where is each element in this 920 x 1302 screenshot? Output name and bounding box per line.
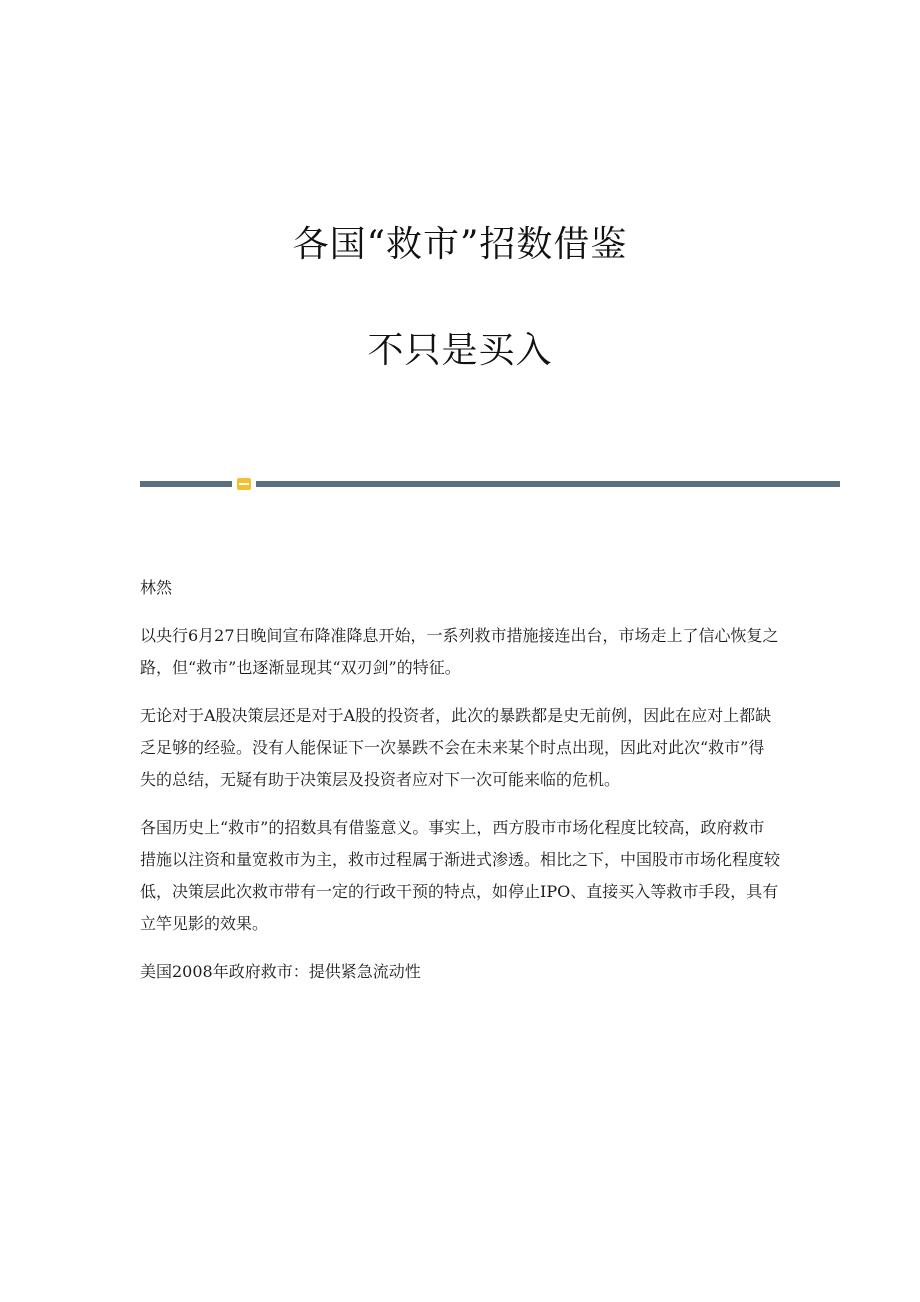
paragraph: 无论对于A股决策层还是对于A股的投资者，此次的暴跌都是史无前例，因此在应对上都缺乏足够的经验。没有人能保证下一次暴跌不会在未来某个时点出现，因此对此次“救市”得失的总结，无疑有助于决策层及投资者应对下一次可能来临的危机。 — [140, 706, 772, 789]
title-divider — [140, 478, 840, 490]
divider-right-bar — [256, 481, 840, 487]
divider-ornament-icon — [237, 478, 251, 490]
paragraph: 以央行6月27日晚间宣布降准降息开始，一系列救市措施接连出台，市场走上了信心恢复之路，但“救市”也逐渐显现其“双刃剑”的特征。 — [140, 626, 779, 677]
document-subtitle: 不只是买入 — [367, 330, 553, 371]
paragraph: 各国历史上“救市”的招数具有借鉴意义。事实上，西方股市市场化程度比较高，政府救市措施以注资和量宽救市为主，救市过程属于渐进式渗透。相比之下，中国股市市场化程度较低，决策层此次救市带有一定的行政干预的特点，如停止IPO、直接买入等救市手段，具有立竿见影的效果。 — [140, 818, 781, 933]
divider-left-bar — [140, 481, 232, 487]
section-heading: 美国2008年政府救市：提供紧急流动性 — [140, 962, 421, 981]
document-title: 各国“救市”招数借鉴 — [292, 224, 628, 265]
author-name: 林然 — [140, 578, 173, 597]
article-body — [140, 572, 780, 1004]
